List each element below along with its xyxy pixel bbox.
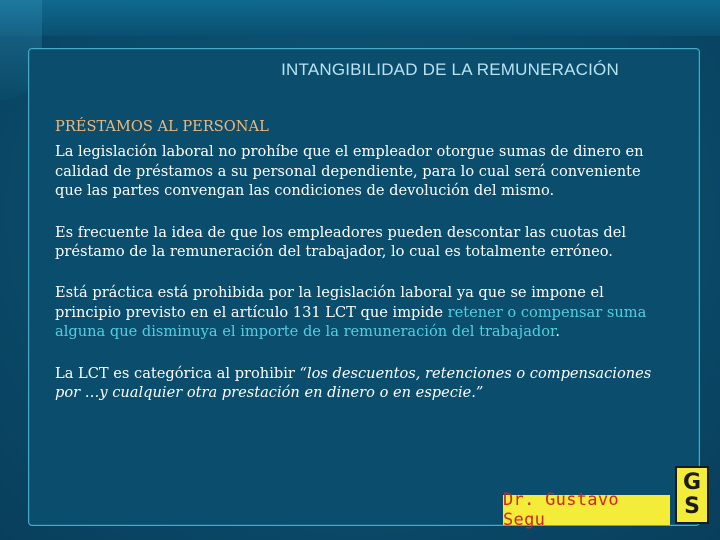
gs-logo xyxy=(675,466,709,524)
paragraph-3-text: Está práctica está prohibida por la legislación laboral ya que se impone el principio previsto en el artículo 131 LCT que impide xyxy=(55,284,604,321)
paragraph-2: Es frecuente la idea de que los empleadores pueden descontar las cuotas del préstamo de la remuneración del trabajador, lo cual es totalmente erróneo. xyxy=(55,223,627,261)
logo-letter-g: G xyxy=(682,470,702,495)
logo-letter-s: S xyxy=(684,494,700,519)
paragraph-3 xyxy=(55,283,655,341)
author-signature: Dr. Gustavo Segu xyxy=(503,495,670,525)
paragraph-1: La legislación laboral no prohíbe que el empleador otorgue sumas de dinero en calidad de préstamos a su personal dependiente, para lo cual será conveniente que las partes convengan las condiciones de devolución del mismo. xyxy=(55,143,644,200)
paragraph-3-end: . xyxy=(555,323,561,341)
slide-content xyxy=(55,117,655,424)
paragraph-4-quote: “los descuentos, retenciones o compensaciones por …y cualquier otra prestación en dinero o en especie.” xyxy=(55,364,652,402)
paragraph-4 xyxy=(55,364,655,403)
header-band xyxy=(0,0,720,36)
section-heading: PRÉSTAMOS AL PERSONAL xyxy=(55,118,269,135)
slide-title: INTANGIBILIDAD DE LA REMUNERACIÓN xyxy=(281,60,619,79)
paragraph-4-text: La LCT es categórica al prohibir xyxy=(55,364,300,382)
paragraph-3-highlight: retener o compensar suma alguna que disminuya el importe de la remuneración del trabajador xyxy=(55,303,647,341)
